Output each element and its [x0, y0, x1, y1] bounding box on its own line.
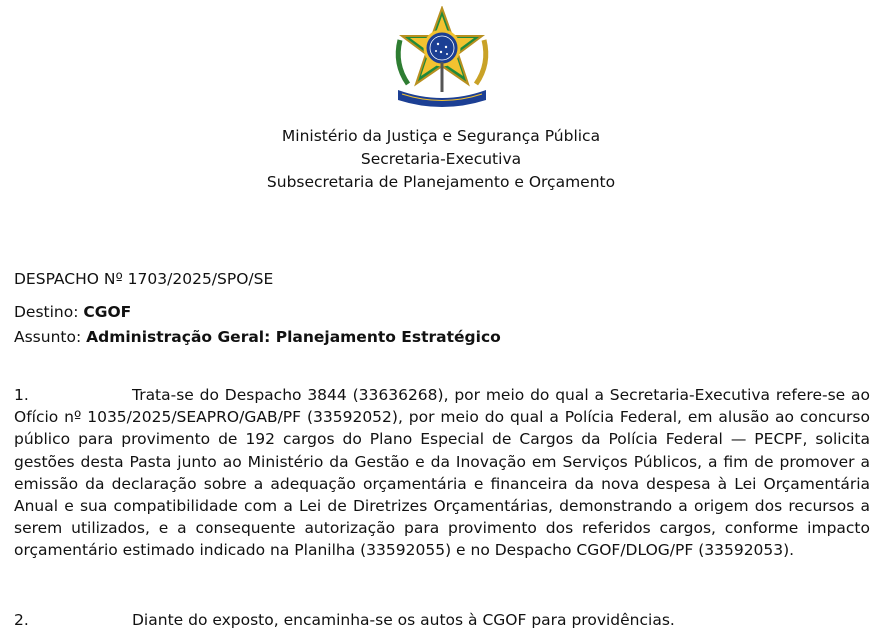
destination-value: CGOF: [83, 303, 132, 321]
paragraph-1: [14, 384, 870, 562]
subject-line: [14, 326, 501, 348]
secretariat-name: Secretaria-Executiva: [360, 150, 522, 168]
destination-line: [14, 301, 131, 323]
document-number: DESPACHO Nº 1703/2025/SPO/SE: [14, 270, 274, 288]
coat-of-arms-emblem: [386, 6, 498, 110]
paragraph-number: 2.: [14, 611, 29, 629]
paragraph-text: Trata-se do Despacho 3844 (33636268), por meio do qual a Secretaria-Executiva refere-se ao Ofício nº 1035/2025/SEAPRO/GAB/PF (33592052), por meio do qual a Polícia Federal, em alusão ao concurso público para provimento de 192 cargos do Plano Especial de Cargos da Polícia Federal — PECPF, solicita gestões desta Pasta junto ao Ministério da Gestão e da Inovação em Serviços Públicos, a fim de promover a emissão da declaração sobre a adequação orçamentária e financeira da nova despesa à Lei Orçamentária Anual e sua compatibilidade com a Lei de Diretrizes Orçamentárias, demonstrando a origem dos recursos a serem utilizados, e a consequente autorização para provimento dos referidos cargos, conforme impacto orçamentário estimado indicado na Planilha (33592055) e no Despacho CGOF/DLOG/PF (33592053).: [14, 386, 870, 560]
subject-value: Administração Geral: Planejamento Estratégico: [86, 328, 501, 346]
subject-label: Assunto:: [14, 328, 87, 346]
subsecretariat-name: Subsecretaria de Planejamento e Orçamento: [266, 173, 616, 191]
paragraph-2: [14, 609, 870, 631]
paragraph-text: Diante do exposto, encaminha-se os autos à CGOF para providências.: [132, 611, 675, 629]
ministry-name: Ministério da Justiça e Segurança Pública: [281, 127, 601, 145]
destination-label: Destino:: [14, 303, 84, 321]
paragraph-number: 1.: [14, 386, 29, 404]
